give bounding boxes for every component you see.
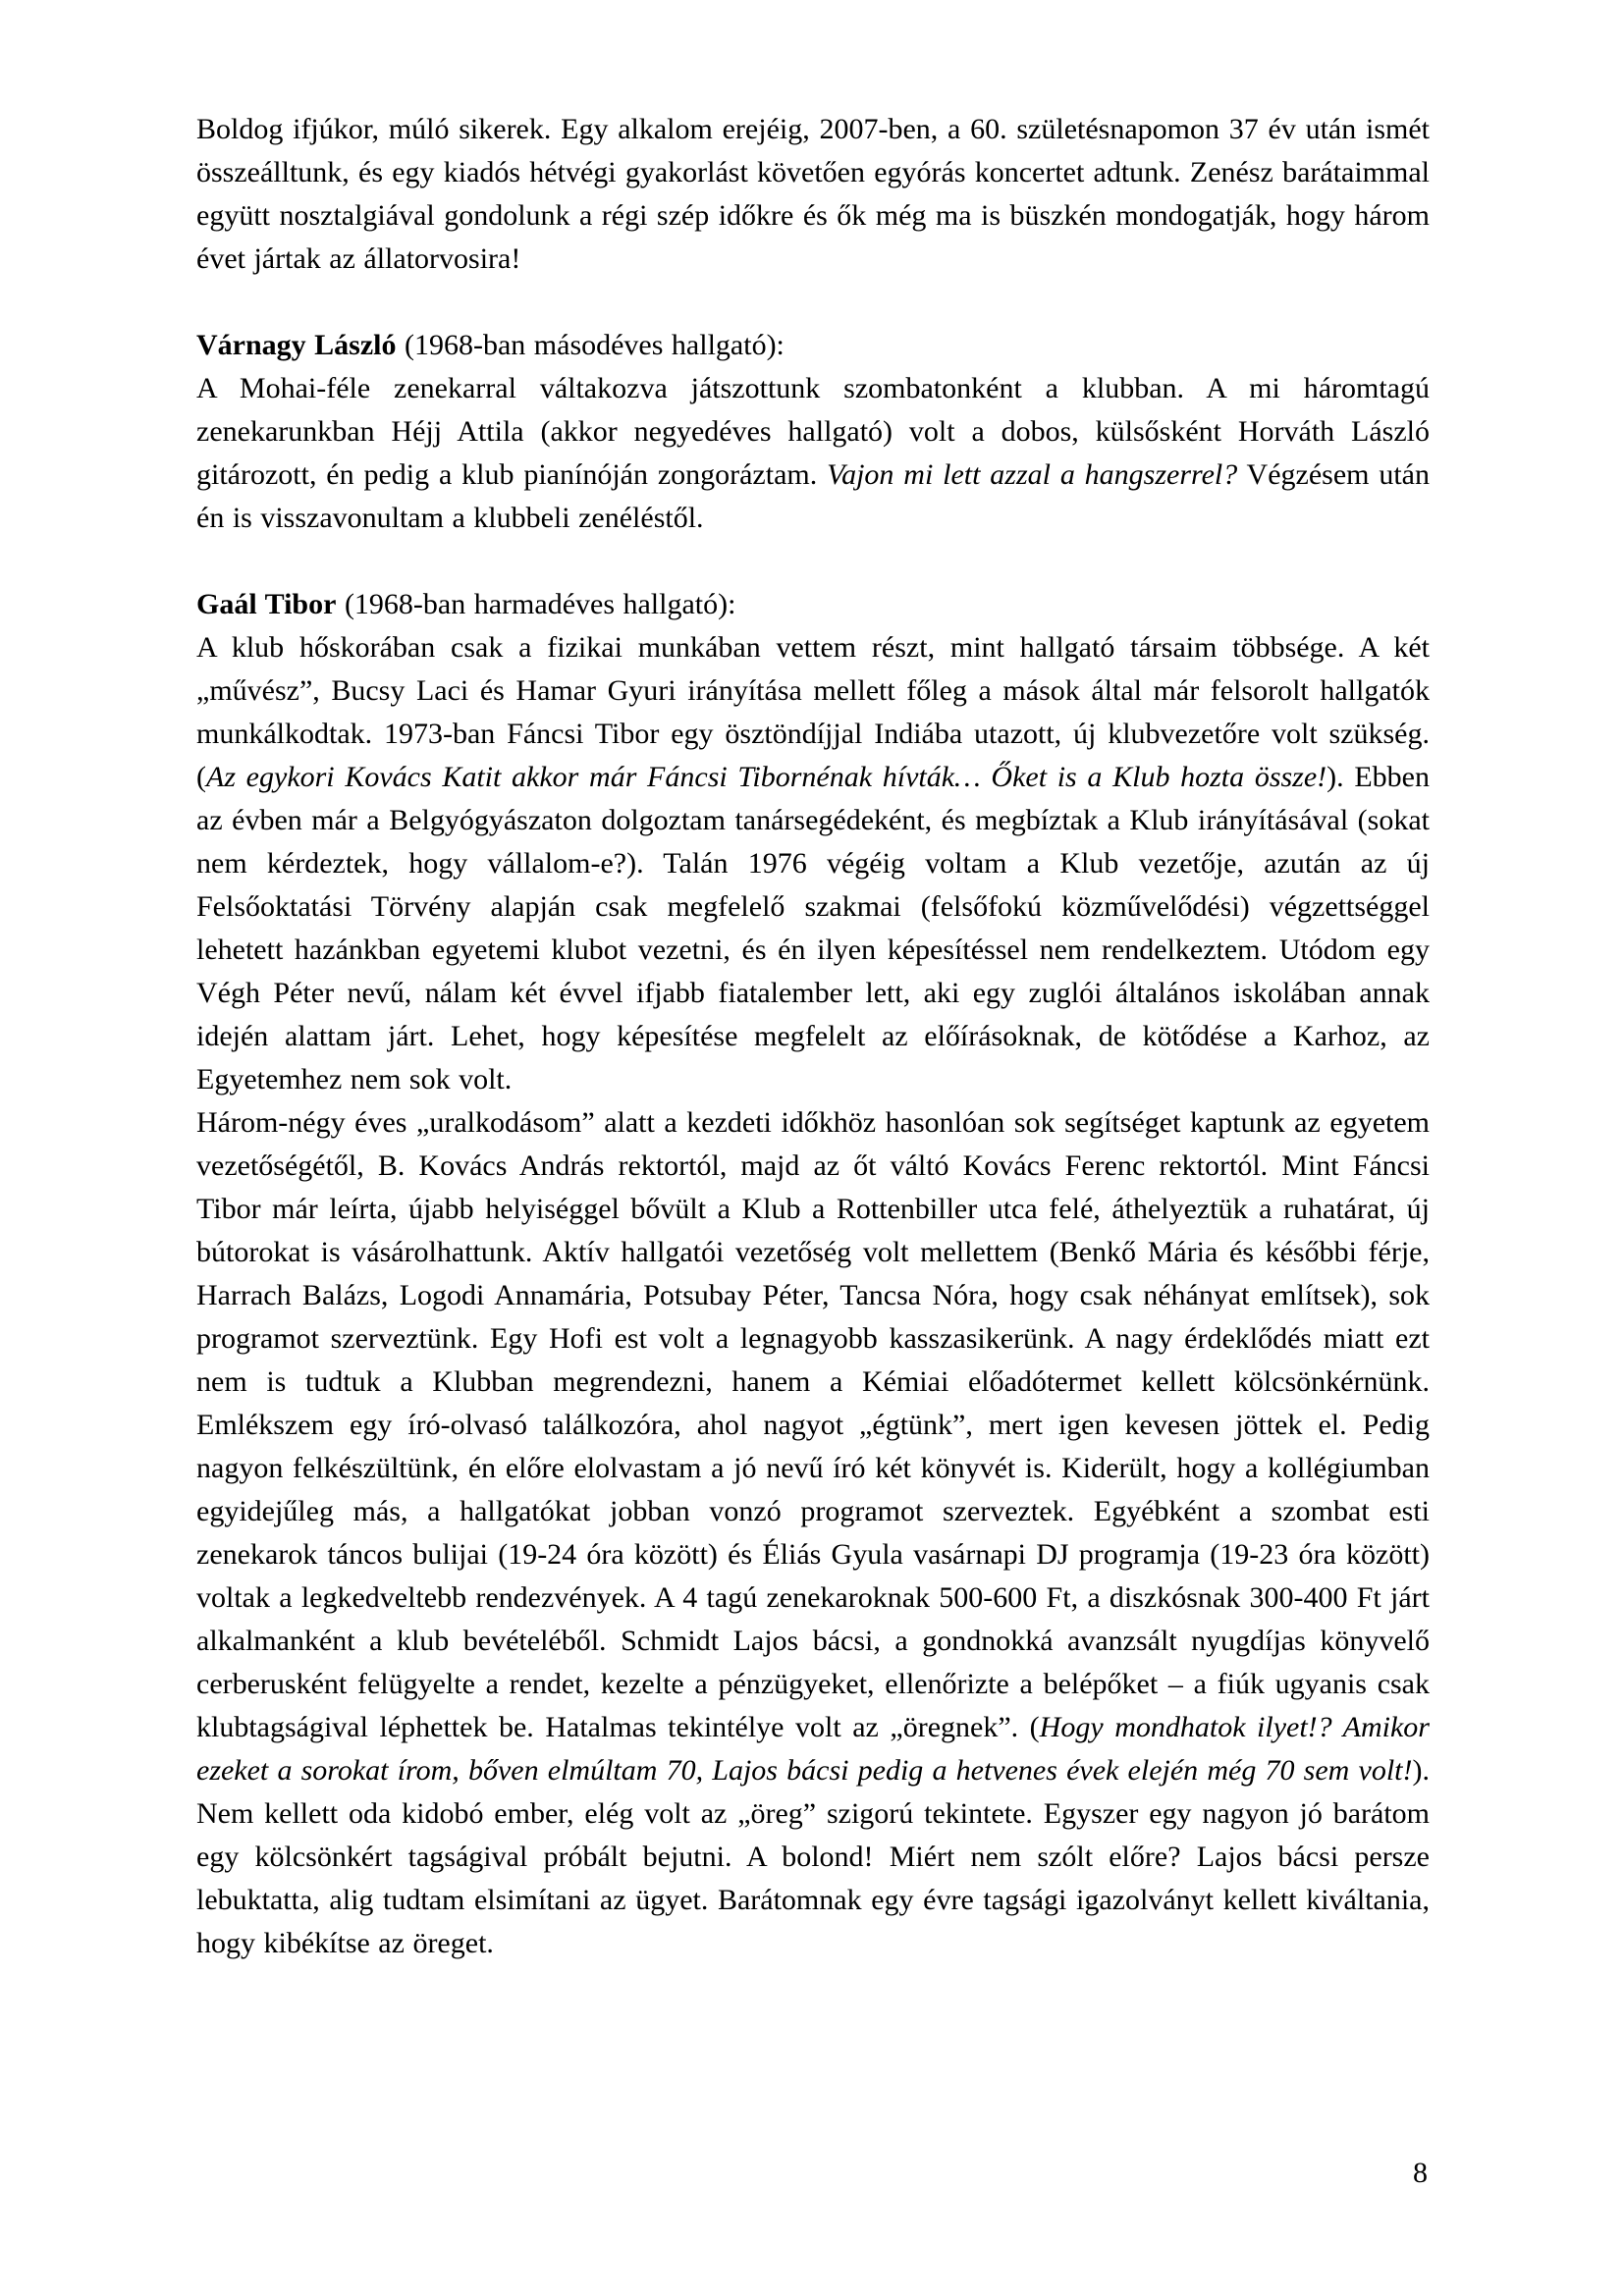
text-run-italic: Az egykori Kovács Katit akkor már Fáncsi Tibornénak hívták… Őket is a Klub hozta össze! — [206, 761, 1327, 793]
page-number: 8 — [1413, 2157, 1428, 2189]
text-run-normal: A klub hőskorában csak a fizikai munkában vettem részt, mint hallgató társaim többsége. A két „művész”, Bucsy Laci és Hamar Gyuri irányítása mellett főleg a mások által már felsorolt hallgatók munkálkodtak. 1973-ban Fáncsi Tibor egy ösztöndíjjal Indiába utazott, új klubvezetőre volt szükség. ( — [196, 631, 1430, 793]
text-run-normal: (1968-ban másodéves hallgató): — [396, 329, 785, 361]
text-run-normal: Boldog ifjúkor, múló sikerek. Egy alkalom erejéig, 2007-ben, a 60. születésnapomon 37 év után ismét összeálltunk, és egy kiadós hétvégi gyakorlást követően egyórás koncertet adtunk. Zenész barátaimmal együtt nosztalgiával gondolunk a régi szép időkre és ők még ma is büszkén mondogatják, hogy három évet jártak az állatorvosira! — [196, 113, 1430, 275]
document-body — [196, 108, 1430, 1965]
paragraph — [196, 1101, 1430, 1965]
paragraph — [196, 367, 1430, 540]
paragraph — [196, 324, 1430, 367]
text-run-italic: Hogy mondhatok ilyet!? Amikor ezeket a sorokat írom, bőven elmúltam 70, Lajos bácsi pedig a hetvenes évek elején még 70 sem volt! — [196, 1711, 1430, 1787]
text-run-normal: Három-négy éves „uralkodásom” alatt a kezdeti időkhöz hasonlóan sok segítséget kaptunk az egyetem vezetőségétől, B. Kovács András rektortól, majd az őt váltó Kovács Ferenc rektortól. Mint Fáncsi Tibor már leírta, újabb helyiséggel bővült a Klub a Rottenbiller utca felé, áthelyeztük a ruhatárat, új bútorokat is vásárolhattunk. Aktív hallgatói vezetőség volt mellettem (Benkő Mária és későbbi férje, Harrach Balázs, Logodi Annamária, Potsubay Péter, Tancsa Nóra, hogy csak néhányat említsek), sok programot szerveztünk. Egy Hofi est volt a legnagyobb kasszasikerünk. A nagy érdeklődés miatt ezt nem is tudtuk a Klubban megrendezni, hanem a Kémiai előadótermet kellett kölcsönkérnünk. Emlékszem egy író-olvasó találkozóra, ahol nagyot „égtünk”, mert igen kevesen jöttek el. Pedig nagyon felkészültünk, én előre elolvastam a jó nevű író két könyvét is. Kiderült, hogy a kollégiumban egyidejűleg más, a hallgatókat jobban vonzó programot szerveztek. Egyébként a szombat esti zenekarok táncos bulijai (19-24 óra között) és Éliás Gyula vasárnapi DJ programja (19-23 óra között) voltak a legkedveltebb rendezvények. A 4 tagú zenekaroknak 500-600 Ft, a diszkósnak 300-400 Ft járt alkalmanként a klub bevételéből. Schmidt Lajos bácsi, a gondnokká avanzsált nyugdíjas könyvelő cerberusként felügyelte a rendet, kezelte a pénzügyeket, ellenőrizte a belépőket – a fiúk ugyanis csak klubtagságival léphettek be. Hatalmas tekintélye volt az „öregnek”. ( — [196, 1106, 1430, 1743]
text-run-normal: A Mohai-féle zenekarral váltakozva játszottunk szombatonként a klubban. A mi háromtagú zenekarunkban Héjj Attila (akkor negyedéves hallgató) volt a dobos, külsősként Horváth László gitározott, én pedig a klub pianínóján zongoráztam. — [196, 372, 1430, 491]
text-run-bold: Várnagy László — [196, 329, 397, 361]
paragraph-spacer — [196, 540, 1430, 583]
paragraph — [196, 583, 1430, 626]
text-run-bold: Gaál Tibor — [196, 588, 337, 620]
text-run-normal: ). Nem kellett oda kidobó ember, elég volt az „öreg” szigorú tekintete. Egyszer egy nagyon jó barátom egy kölcsönkért tagságival próbált bejutni. A bolond! Miért nem szólt előre? Lajos bácsi persze lebuktatta, alig tudtam elsimítani az ügyet. Barátomnak egy évre tagsági igazolványt kellett kiváltania, hogy kibékítse az öreget. — [196, 1754, 1430, 1959]
paragraph-spacer — [196, 281, 1430, 324]
text-run-normal: ). Ebben az évben már a Belgyógyászaton dolgoztam tanársegédeként, és megbíztak a Klub irányításával (sokat nem kérdeztek, hogy vállalom-e?). Talán 1976 végéig voltam a Klub vezetője, azután az új Felsőoktatási Törvény alapján csak megfelelő szakmai (felsőfokú közművelődési) végzettséggel lehetett hazánkban egyetemi klubot vezetni, és én ilyen képesítéssel nem rendelkeztem. Utódom egy Végh Péter nevű, nálam két évvel ifjabb fiatalember lett, aki egy zuglói általános iskolában annak idején alattam járt. Lehet, hogy képesítése megfelelt az előírásoknak, de kötődése a Karhoz, az Egyetemhez nem sok volt. — [196, 761, 1430, 1095]
paragraph — [196, 108, 1430, 281]
text-run-normal: Végzésem után én is visszavonultam a klubbeli zenéléstől. — [196, 458, 1430, 534]
text-run-italic: Vajon mi lett azzal a hangszerrel? — [827, 458, 1238, 491]
paragraph — [196, 626, 1430, 1101]
text-run-normal: (1968-ban harmadéves hallgató): — [336, 588, 736, 620]
